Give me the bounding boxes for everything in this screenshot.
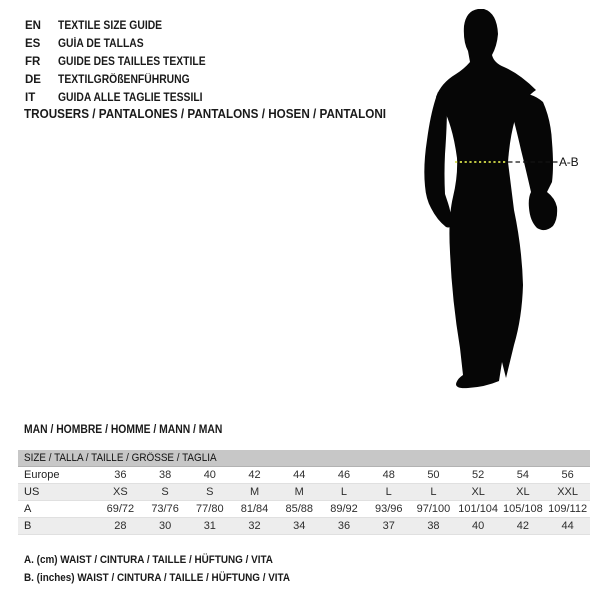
table-cell: 93/96 xyxy=(374,503,403,515)
table-cell: 36 xyxy=(337,520,351,532)
language-row xyxy=(25,17,222,35)
table-cell: 28 xyxy=(114,520,127,532)
table-row-europe xyxy=(18,467,590,484)
table-cell: 73/76 xyxy=(151,503,179,515)
table-cell: 44 xyxy=(561,520,574,532)
table-cell: XS xyxy=(113,486,128,498)
row-label: A xyxy=(24,503,32,515)
table-cell: 56 xyxy=(561,469,574,481)
table-cell: 46 xyxy=(337,469,351,481)
silhouette-right-arm xyxy=(511,92,558,230)
table-cell: 38 xyxy=(427,520,440,532)
table-cell: 105/108 xyxy=(503,503,543,515)
table-cell: M xyxy=(294,486,304,498)
footnotes xyxy=(24,551,320,587)
table-cell: 31 xyxy=(203,520,216,532)
measure-label: A-B xyxy=(559,155,579,169)
table-cell: 97/100 xyxy=(416,503,451,515)
silhouette-body xyxy=(436,9,536,388)
man-silhouette-icon xyxy=(400,0,600,400)
language-code: DE xyxy=(25,74,41,86)
table-cell: 37 xyxy=(382,520,395,532)
table-cell: 30 xyxy=(158,520,172,532)
table-cell: 42 xyxy=(248,469,261,481)
table-cell: 54 xyxy=(516,469,530,481)
table-section-title-text: MAN / HOMBRE / HOMME / MANN / MAN xyxy=(24,424,223,436)
table-cell: 50 xyxy=(427,469,440,481)
table-cell: S xyxy=(206,486,214,498)
language-list xyxy=(25,17,222,107)
language-code: FR xyxy=(25,56,41,68)
size-table-header xyxy=(18,450,590,467)
language-row xyxy=(25,35,222,53)
table-cell: 85/88 xyxy=(285,503,314,515)
language-label: TEXTILGRÖßENFÜHRUNG xyxy=(58,74,190,86)
table-row-b-inches xyxy=(18,518,590,535)
table-row-us xyxy=(18,484,590,501)
table-cell: L xyxy=(340,486,348,498)
table-cell: XXL xyxy=(557,486,579,498)
table-cell: 69/72 xyxy=(106,503,135,515)
category-title-text: TROUSERS / PANTALONES / PANTALONS / HOSEN / PANTALONI xyxy=(24,106,387,121)
row-label: US xyxy=(24,486,40,498)
table-cell: S xyxy=(161,486,169,498)
language-code: ES xyxy=(25,38,41,50)
table-cell: 89/92 xyxy=(330,503,358,515)
row-label: Europe xyxy=(24,469,60,481)
table-cell: 36 xyxy=(114,469,127,481)
table-cell: 77/80 xyxy=(196,503,224,515)
language-label: TEXTILE SIZE GUIDE xyxy=(58,20,163,32)
table-cell: 48 xyxy=(382,469,395,481)
table-cell: 44 xyxy=(293,469,306,481)
language-label: GUÍA DE TALLAS xyxy=(58,38,144,50)
table-row-a-cm xyxy=(18,501,590,518)
language-code: EN xyxy=(25,20,41,32)
table-cell: L xyxy=(385,486,392,498)
man-silhouette-figure xyxy=(400,0,600,400)
row-label: B xyxy=(24,520,32,532)
language-row xyxy=(25,71,222,89)
table-cell: 34 xyxy=(293,520,306,532)
table-cell: 42 xyxy=(516,520,530,532)
table-cell: 38 xyxy=(158,469,172,481)
language-row xyxy=(25,53,222,71)
size-table-header-text: SIZE / TALLA / TAILLE / GRÖSSE / TAGLIA xyxy=(24,452,217,464)
footnote-a xyxy=(24,551,320,569)
table-cell: 81/84 xyxy=(240,503,269,515)
table-cell: 40 xyxy=(472,520,485,532)
table-cell: 101/104 xyxy=(458,503,499,515)
language-code: IT xyxy=(25,92,36,104)
table-cell: 109/112 xyxy=(548,503,588,515)
table-section-title xyxy=(24,424,244,436)
language-label: GUIDA ALLE TAGLIE TESSILI xyxy=(58,92,203,104)
footnote-b xyxy=(24,569,320,587)
category-title xyxy=(24,105,426,123)
table-cell: XL xyxy=(516,486,530,498)
footnote-b-text: B. (inches) WAIST / CINTURA / TAILLE / HÜFTUNG / VITA xyxy=(24,572,291,584)
footnote-a-text: A. (cm) WAIST / CINTURA / TAILLE / HÜFTUNG / VITA xyxy=(24,554,273,566)
table-cell: 52 xyxy=(472,469,485,481)
table-cell: L xyxy=(430,486,437,498)
size-table xyxy=(18,450,590,535)
table-cell: 40 xyxy=(203,469,216,481)
language-label: GUIDE DES TAILLES TEXTILE xyxy=(58,56,206,68)
table-cell: 32 xyxy=(248,520,261,532)
table-cell: XL xyxy=(471,486,485,498)
table-cell: M xyxy=(249,486,260,498)
